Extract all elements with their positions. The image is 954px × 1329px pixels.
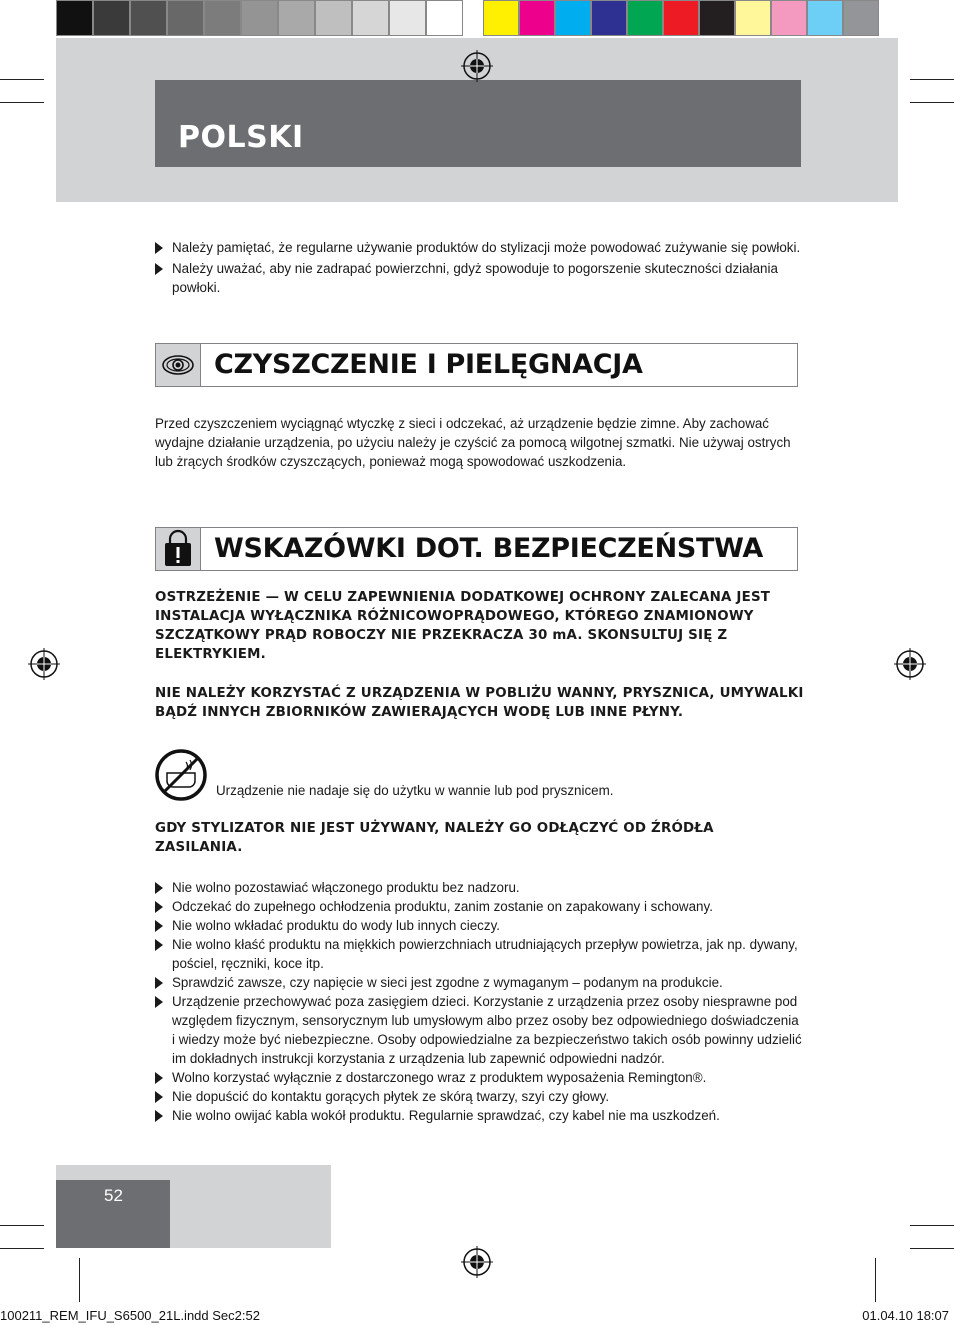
color-swatch [93,0,130,36]
intro-bullet-list [155,238,805,297]
color-swatch [591,0,627,36]
cleaning-section-header [155,343,798,387]
crop-mark [79,1258,80,1302]
no-bath-icon [154,748,210,802]
cleaning-paragraph: Przed czyszczeniem wyciągnąć wtyczkę z sieci i odczekać, aż urządzenie będzie zimne. Aby zachować wydajne działanie urządzenia, po użyciu należy je czyścić za pomocą wilgotnej szmatki. Nie używaj ostrych lub żrących środków czyszczących, ponieważ mogą spowodować uszkodzenia. [155,416,791,469]
crop-mark [0,79,44,80]
water-warning: NIE NALEŻY KORZYSTAĆ Z URZĄDZENIA W POBLIŻU WANNY, PRYSZNICA, UMYWALKI BĄDŹ INNYCH ZBIORNIKÓW ZAWIERAJĄCYCH WODĘ LUB INNE PŁYNY. [155,686,804,720]
page-number: 52 [104,1186,123,1205]
bullet-triangle-icon [155,939,163,951]
bullet-triangle-icon [155,882,163,894]
crop-mark [910,1248,954,1249]
list-item-text: Odczekać do zupełnego ochłodzenia produktu, zanim zostanie on zapakowany i schowany. [172,899,713,914]
color-swatch [627,0,663,36]
crop-mark [910,102,954,103]
safety-bullet-list [155,878,805,1125]
list-item [155,897,805,916]
crop-mark [875,1258,876,1302]
list-item [155,259,805,297]
registration-mark-icon [461,1246,493,1278]
list-item [155,878,805,897]
color-swatch [735,0,771,36]
list-item-text: Wolno korzystać wyłącznie z dostarczonego wraz z produktem wyposażenia Remington®. [172,1070,707,1085]
list-item [155,992,805,1068]
eye-icon [156,344,201,386]
list-item-text: Urządzenie przechowywać poza zasięgiem dzieci. Korzystanie z urządzenia przez osoby niesprawne pod względem fizycznym, sensorycznym lub umysłowym albo przez osoby bez odpowiedniego doświadczenia i wiedzy może być niebezpieczne. Osoby odpowiedzialne za bezpieczeństwo takich osób powinny udzielić im dokładnych instrukcji korzystania z urządzenia lub zapewnić odpowiedni nadzór. [172,994,802,1066]
registration-mark-icon [894,648,926,680]
color-swatch [519,0,555,36]
crop-mark [0,1248,44,1249]
bullet-triangle-icon [155,901,163,913]
padlock-warning-icon [156,528,201,570]
date-slug: 01.04.10 18:07 [862,1308,949,1323]
bullet-triangle-icon [155,1110,163,1122]
list-item [155,916,805,935]
color-swatch [699,0,735,36]
color-swatch [241,0,278,36]
file-slug: 100211_REM_IFU_S6500_21L.indd Sec2:52 [0,1308,260,1323]
color-swatch [56,0,93,36]
list-item-text: Należy pamiętać, że regularne używanie produktów do stylizacji może powodować zużywanie się powłoki. [172,240,801,255]
list-item [155,1106,805,1125]
bullet-triangle-icon [155,920,163,932]
list-item-text: Nie wolno pozostawiać włączonego produktu bez nadzoru. [172,880,520,895]
list-item-text: Należy uważać, aby nie zadrapać powierzchni, gdyż spowoduje to pogorszenie skuteczności działania powłoki. [172,261,778,295]
color-swatch [278,0,315,36]
color-bar-gap [463,0,483,38]
color-swatch [130,0,167,36]
list-item-text: Nie dopuścić do kontaktu gorących płytek ze skórą twarzy, szyi czy głowy. [172,1089,610,1104]
list-item [155,973,805,992]
crop-mark [910,79,954,80]
crop-mark [0,1225,44,1226]
color-swatch [663,0,699,36]
color-swatch [204,0,241,36]
rcd-warning: OSTRZEŻENIE — W CELU ZAPEWNIENIA DODATKOWEJ OCHRONY ZALECANA JEST INSTALACJA WYŁĄCZNIKA RÓŻNICOWOPRĄDOWEGO, KTÓREGO ZNAMIONOWY SZCZĄTKOWY PRĄD ROBOCZY NIE PRZEKRACZA 30 mA. SKONSULTUJ SIĘ Z ELEKTRYKIEM. [155,590,771,662]
color-swatch [483,0,519,36]
color-swatch [807,0,843,36]
color-swatch [771,0,807,36]
unplug-warning: GDY STYLIZATOR NIE JEST UŻYWANY, NALEŻY GO ODŁĄCZYĆ OD ŹRÓDŁA ZASILANIA. [155,821,714,855]
bath-icon-note: Urządzenie nie nadaje się do użytku w wannie lub pod prysznicem. [216,783,614,798]
list-item [155,935,805,973]
safety-section-header [155,527,798,571]
bullet-triangle-icon [155,977,163,989]
list-item-text: Nie wolno wkładać produktu do wody lub innych cieczy. [172,918,500,933]
bullet-triangle-icon [155,1072,163,1084]
list-item-text: Nie wolno kłaść produktu na miękkich powierzchniach utrudniających przepływ powietrza, jak np. dywany, pościel, ręczniki, koce itp. [172,937,798,971]
color-calibration-bar [56,0,898,38]
color-swatch [555,0,591,36]
bullet-triangle-icon [155,1091,163,1103]
crop-mark [0,102,44,103]
color-swatch [389,0,426,36]
list-item-text: Sprawdzić zawsze, czy napięcie w sieci jest zgodne z wymaganym – podanym na produkcie. [172,975,723,990]
registration-mark-icon [28,648,60,680]
list-item [155,238,805,257]
list-item [155,1068,805,1087]
section-title: CZYSZCZENIE I PIELĘGNACJA [214,349,643,380]
color-swatch [843,0,879,36]
page-language-title: POLSKI [178,120,304,155]
bullet-triangle-icon [155,263,163,275]
bullet-triangle-icon [155,996,163,1008]
color-swatch [426,0,463,36]
list-item-text: Nie wolno owijać kabla wokół produktu. Regularnie sprawdzać, czy kabel nie ma uszkodzeń. [172,1108,720,1123]
registration-mark-icon [461,50,493,82]
color-swatch [352,0,389,36]
list-item [155,1087,805,1106]
bullet-triangle-icon [155,242,163,254]
crop-mark [910,1225,954,1226]
color-swatch [167,0,204,36]
color-swatch [315,0,352,36]
section-title: WSKAZÓWKI DOT. BEZPIECZEŃSTWA [214,533,764,564]
